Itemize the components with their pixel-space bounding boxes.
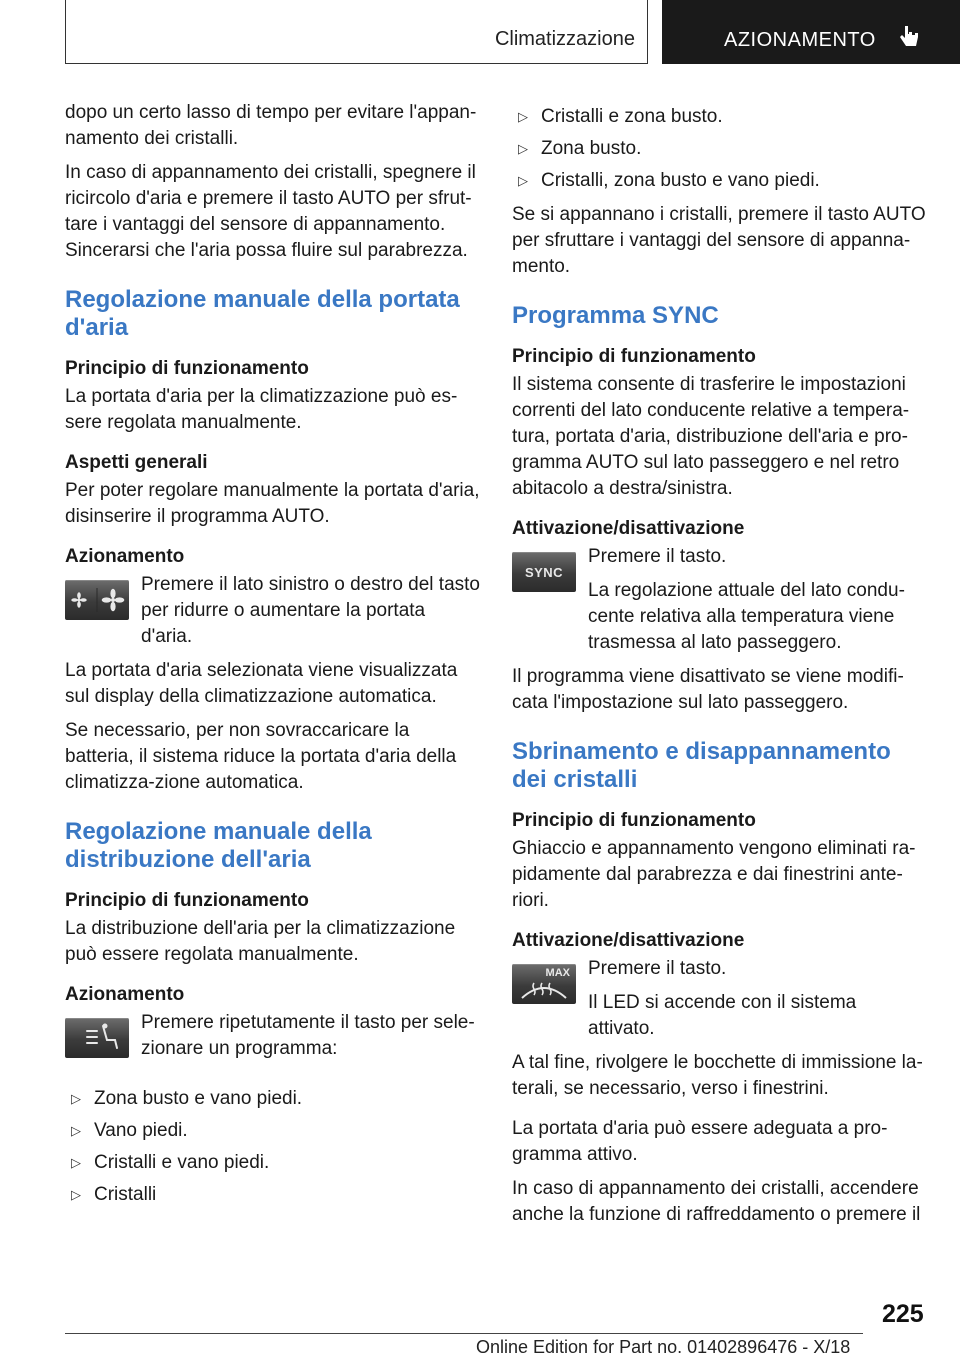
paragraph: In caso di appannamento dei cristalli, spegnere il ricircolo d'aria e premere il tasto AUTO per sfrut-tare i vantaggi del sensore di appannamento. Sincerarsi che l'aria possa fluire sul parabrezza.: [65, 162, 476, 261]
program-list: [65, 1086, 481, 1208]
paragraph: Per poter regolare manualmente la portata d'aria, disinserire il programma AUTO.: [65, 480, 480, 527]
paragraph: Se necessario, per non sovraccaricare la batteria, il sistema riduce la portata d'aria della climatizza-zione automatica.: [65, 720, 457, 793]
paragraph: Il sistema consente di trasferire le impostazioni correnti del lato conducente relative a tempera-tura, portata d'aria, distribuzione dell'aria e pro-gramma AUTO sul lato passeggero e nel retro abitacolo a destra/sinistra.: [512, 374, 910, 499]
subheading-principle: Principio di funzionamento: [65, 890, 309, 911]
paragraph: La portata d'aria per la climatizzazione può es-sere regolata manualmente.: [65, 386, 458, 433]
list-item: ▷ Cristalli, zona busto e vano piedi.: [512, 168, 928, 194]
program-list: [512, 104, 928, 194]
subheading-principle: Principio di funzionamento: [512, 810, 756, 831]
pointing-hand-icon: [898, 24, 920, 50]
subheading-activation: Attivazione/disattivazione: [512, 930, 745, 951]
triangle-bullet-icon: ▷: [71, 1155, 81, 1170]
chapter-title: AZIONAMENTO: [724, 29, 876, 51]
distribution-button-text: Premere ripetutamente il tasto per sele-zionare un programma:: [141, 1012, 475, 1059]
subheading-general: Aspetti generali: [65, 452, 208, 473]
subheading-operation: Azionamento: [65, 546, 185, 567]
paragraph: In caso di appannamento dei cristalli, accendere anche la funzione di raffreddamento o premere il: [512, 1178, 921, 1225]
header-chapter-box: [662, 0, 960, 64]
seat-airflow-icon: [65, 1018, 129, 1058]
paragraph: Se si appannano i cristalli, premere il tasto AUTO per sfruttare i vantaggi del sensore di appanna-mento.: [512, 204, 926, 277]
max-button-instruction: [512, 956, 928, 1042]
sync-press-text: Premere il tasto.: [588, 546, 727, 567]
fan-button-text: Premere il lato sinistro o destro del tasto per ridurre o aumentare la portata d'aria.: [141, 574, 480, 647]
distribution-button-instruction: [65, 1010, 481, 1076]
heading-defrost: Sbrinamento e disappannamento dei cristalli: [512, 738, 891, 793]
list-item: ▷ Zona busto.: [512, 136, 928, 162]
footer-edition: Online Edition for Part no. 01402896476 - X/18: [476, 1337, 851, 1357]
triangle-bullet-icon: ▷: [518, 141, 528, 156]
fan-button-instruction: [65, 572, 481, 650]
list-item: ▷ Cristalli: [65, 1182, 481, 1208]
page-number: 225: [882, 1300, 924, 1328]
windshield-defrost-icon: [512, 964, 576, 1004]
heading-air-volume: Regolazione manuale della portata d'aria: [65, 286, 460, 341]
heading-distribution: Regolazione manuale della distribuzione dell'aria: [65, 818, 372, 873]
heading-sync: Programma SYNC: [512, 302, 719, 329]
triangle-bullet-icon: ▷: [71, 1187, 81, 1202]
distribution-button-image: [65, 1018, 129, 1058]
list-item: ▷ Vano piedi.: [65, 1118, 481, 1144]
paragraph: Il programma viene disattivato se viene modifi-cata l'impostazione sul lato passeggero.: [512, 666, 904, 713]
max-press-text: Premere il tasto.: [588, 958, 727, 979]
sync-button-image: [512, 552, 576, 592]
subheading-principle: Principio di funzionamento: [512, 346, 756, 367]
list-item: ▷ Cristalli e zona busto.: [512, 104, 928, 130]
max-defrost-button-image: [512, 964, 576, 1004]
footer-divider: [65, 1333, 863, 1334]
triangle-bullet-icon: ▷: [71, 1091, 81, 1106]
sync-button-instruction: [512, 544, 928, 656]
paragraph: La portata d'aria selezionata viene visualizzata sul display della climatizzazione automatica.: [65, 660, 458, 707]
paragraph: La distribuzione dell'aria per la climatizzazione può essere regolata manualmente.: [65, 918, 456, 965]
max-button-label: MAX: [545, 967, 570, 979]
triangle-bullet-icon: ▷: [518, 173, 528, 188]
max-led-text: Il LED si accende con il sistema attivato.: [588, 992, 857, 1039]
sync-button-label: SYNC: [524, 564, 564, 580]
subheading-operation: Azionamento: [65, 984, 185, 1005]
fan-button-image: [65, 580, 129, 620]
subheading-activation: Attivazione/disattivazione: [512, 518, 745, 539]
section-title: Climatizzazione: [494, 28, 635, 50]
paragraph: A tal fine, rivolgere le bocchette di immissione la-terali, se necessario, verso i finestrini.: [512, 1052, 923, 1099]
header-section-box: [65, 0, 648, 64]
left-column: [65, 100, 481, 1216]
subheading-principle: Principio di funzionamento: [65, 358, 309, 379]
triangle-bullet-icon: ▷: [518, 109, 528, 124]
list-item: ▷ Zona busto e vano piedi.: [65, 1086, 481, 1112]
right-column: [512, 100, 928, 1236]
paragraph: Ghiaccio e appannamento vengono eliminati ra-pidamente dal parabrezza e dai finestrini ante-riori.: [512, 838, 916, 911]
list-item: ▷ Cristalli e vano piedi.: [65, 1150, 481, 1176]
sync-rest-text: La regolazione attuale del lato condu-cente relativa alla temperatura viene trasmessa al lato passeggero.: [588, 580, 905, 653]
triangle-bullet-icon: ▷: [71, 1123, 81, 1138]
paragraph: dopo un certo lasso di tempo per evitare l'appan-namento dei cristalli.: [65, 102, 477, 149]
fan-icon: [65, 580, 129, 620]
paragraph: La portata d'aria può essere adeguata a pro-gramma attivo.: [512, 1118, 888, 1165]
